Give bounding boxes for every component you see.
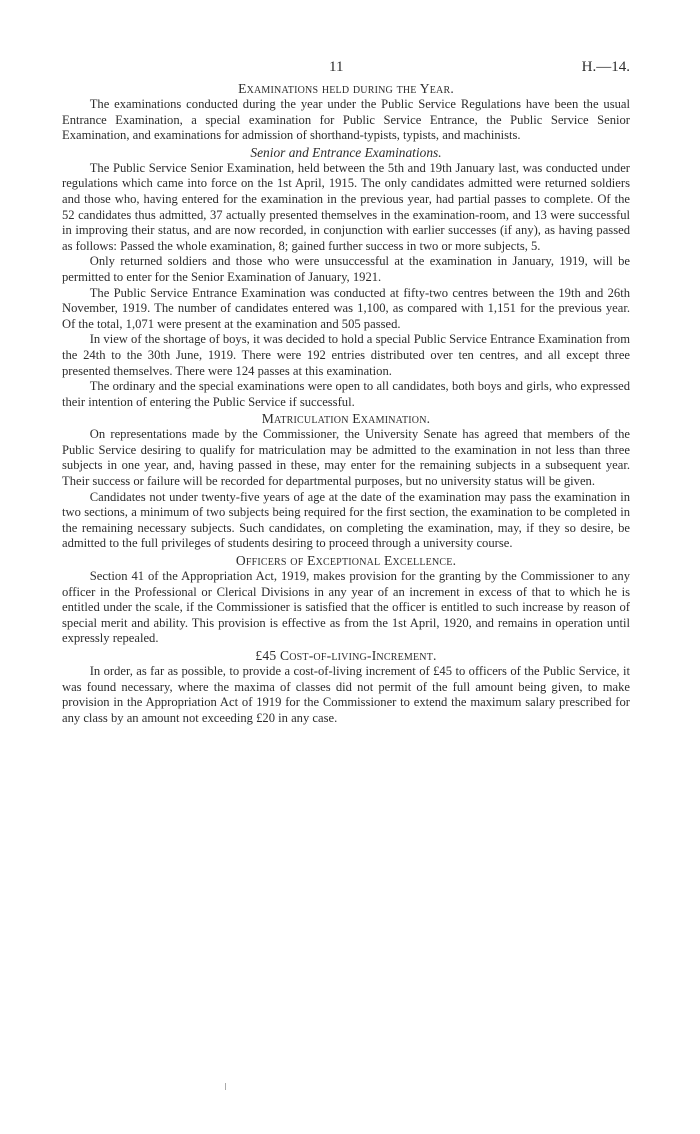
- paragraph: The Public Service Senior Examination, held between the 5th and 19th January last, was conducted under regulations which came into force on the 1st April, 1915. The only candidates admitted were returned soldiers and those who, having entered for the examination in the previous year, had partial passes to complete. Of the 52 candidates thus admitted, 37 actually presented themselves in the examination-room, and 13 were successful in improving their status, and are now recorded, in conjunction with earlier successes (if any), as having passed as follows: Passed the whole examination, 8; gained further success in two or more subjects, 5.: [62, 160, 630, 253]
- paragraph: In order, as far as possible, to provide a cost-of-living increment of £45 to officers of the Public Service, it was found necessary, where the maxima of classes did not permit of the full amount being given, to make provision in the Appropriation Act of 1919 for the Commissioner to extend the maximum salary prescribed for any class by an amount not exceeding £20 in any case.: [62, 664, 630, 725]
- section-heading-matriculation: Matriculation Examination.: [261, 411, 431, 427]
- document-page: [62, 60, 630, 726]
- paragraph: Section 41 of the Appropriation Act, 1919, makes provision for the granting by the Commissioner to any officer in the Professional or Clerical Divisions in any year of an increment in excess of that to which he is entitled under the scale, if the Commissioner is satisfied that the officer is entitled to such increase by reason of special merit and ability. This provision is effective as from the 1st April, 1920, and remains in operation until expressly repealed.: [62, 569, 630, 646]
- paragraph: The ordinary and the special examinations were open to all candidates, both boys and girls, who expressed their intention of entering the Public Service if successful.: [62, 379, 630, 409]
- document-reference: H.—14.: [581, 59, 630, 75]
- section-heading-exceptional-excellence: Officers of Exceptional Excellence.: [235, 553, 457, 569]
- paragraph: The Public Service Entrance Examination was conducted at fifty-two centres between the 19th and 26th November, 1919. The number of candidates entered was 1,100, as compared with 1,151 for the previous year. Of the total, 1,071 were present at the examination and 505 passed.: [62, 285, 630, 331]
- page-number: 11: [329, 59, 344, 75]
- paragraph: In view of the shortage of boys, it was decided to hold a special Public Service Entrance Examination from the 24th to the 30th June, 1919. There were 192 entries distributed over ten centres, and all except three presented themselves. There were 124 passes at this examination.: [62, 332, 630, 378]
- paragraph: On representations made by the Commissioner, the University Senate has agreed that members of the Public Service desiring to qualify for matriculation may be admitted to the examination in not less than three subjects in one year, and, having passed in these, may enter for the remaining subjects in a subsequent year. Their success or failure will be recorded for departmental purposes, but no university status will be given.: [62, 427, 630, 489]
- running-header: [62, 60, 630, 80]
- paragraph: Only returned soldiers and those who were unsuccessful at the examination in January, 1919, will be permitted to enter for the Senior Examination of January, 1921.: [62, 254, 630, 284]
- paragraph: The examinations conducted during the year under the Public Service Regulations have been the usual Entrance Examination, a special examination for Public Service Entrance, the Public Service Senior Examination, and examinations for admission of shorthand-typists, typists, and machinists.: [62, 97, 630, 143]
- scan-mark: [225, 1083, 226, 1090]
- paragraph: Candidates not under twenty-five years of age at the date of the examination may pass the examination in two sections, a minimum of two subjects being required for the first section, the examination to be completed in the remaining necessary subjects. Such candidates, on completing the examination, may, if they so desire, be admitted to the full privileges of students desiring to proceed through a university course.: [62, 489, 630, 551]
- section-heading-senior-entrance: Senior and Entrance Examinations.: [250, 144, 442, 160]
- section-heading-examinations: Examinations held during the Year.: [238, 81, 454, 96]
- section-heading-cost-of-living: £45 Cost-of-living-Increment.: [255, 648, 437, 663]
